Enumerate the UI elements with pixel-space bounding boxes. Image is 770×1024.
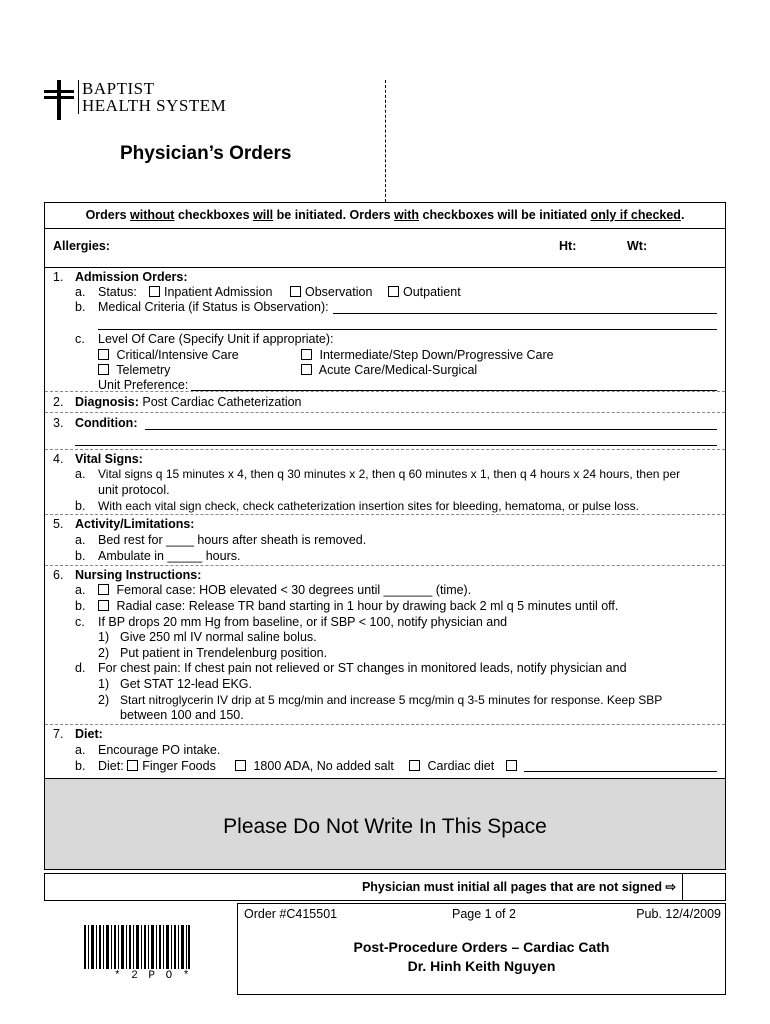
diagnosis-value: Post Cardiac Catheterization [142, 395, 302, 409]
finger-foods-option[interactable]: Diet: Finger Foods [98, 759, 216, 773]
checkbox[interactable] [98, 600, 109, 611]
radial-option[interactable]: Radial case: Release TR band starting in 1 hour by drawing back 2 ml q 5 minutes until off. [98, 599, 618, 613]
order-info-box [237, 903, 726, 995]
allergies-row [45, 229, 725, 267]
cardiac-diet-option[interactable]: Cardiac diet [409, 759, 494, 773]
instructions-banner: Orders without checkboxes will be initiated. Orders with checkboxes will be initiated only if checked. [45, 203, 725, 229]
order-form [44, 202, 726, 870]
observation-option[interactable]: Observation [290, 285, 372, 299]
checkbox[interactable] [149, 286, 160, 297]
condition-heading: Condition: [75, 416, 138, 430]
checkbox[interactable] [98, 364, 109, 375]
section-vital-signs: 4. Vital Signs: a. Vital signs q 15 minutes x 4, then q 30 minutes x 2, then q 60 minutes x 1, then q 4 hours x 24 hours, then per unit protocol. b. With each vital sign check, check catheterization insertion sites for bleeding, hematoma, or pulse loss. [45, 449, 725, 514]
section-activity: 5. Activity/Limitations: a. Bed rest for ____ hours after sheath is removed. b. Ambulate in _____ hours. [45, 514, 725, 565]
checkbox[interactable] [301, 349, 312, 360]
ada-option[interactable]: 1800 ADA, No added salt [235, 759, 394, 773]
logo-line2: HEALTH SYSTEM [82, 96, 227, 115]
criteria-line-2[interactable] [98, 329, 717, 330]
section-diet: 7. Diet: a. Encourage PO intake. b. Diet: Finger Foods 1800 ADA, No added salt Cardiac diet [45, 724, 725, 778]
checkbox[interactable] [290, 286, 301, 297]
checkbox[interactable] [98, 584, 109, 595]
checkbox[interactable] [506, 760, 517, 771]
initials-label: Physician must initial all pages that are not signed ⇨ [45, 874, 683, 900]
section-condition: 3. Condition: [45, 412, 725, 449]
inpatient-option[interactable]: Inpatient Admission [149, 285, 272, 299]
criteria-line[interactable] [333, 313, 717, 314]
checkbox[interactable] [127, 760, 138, 771]
section-diagnosis: 2. Diagnosis: Post Cardiac Catheterization [45, 391, 725, 412]
no-write-area [45, 778, 725, 869]
checkbox[interactable] [388, 286, 399, 297]
hospital-logo [44, 80, 226, 120]
admission-heading: Admission Orders: [75, 270, 188, 284]
outpatient-option[interactable]: Outpatient [388, 285, 461, 299]
other-diet-line[interactable] [524, 771, 717, 772]
fold-divider [385, 80, 386, 202]
acute-care-option[interactable]: Acute Care/Medical-Surgical [301, 363, 477, 377]
barcode [84, 925, 190, 969]
page-title: Physician’s Orders [120, 143, 292, 164]
initials-box [44, 873, 726, 901]
critical-care-option[interactable]: Critical/Intensive Care [98, 348, 239, 362]
condition-line[interactable] [145, 429, 717, 430]
checkbox[interactable] [301, 364, 312, 375]
physician-name: Dr. Hinh Keith Nguyen [407, 958, 556, 974]
diagnosis-heading: Diagnosis: [75, 395, 139, 409]
activity-heading: Activity/Limitations: [75, 517, 195, 531]
cross-icon [44, 80, 74, 120]
section-nursing: 6. Nursing Instructions: a. Femoral case: HOB elevated < 30 degrees until _______ (time). b. Radial case: Release TR band starting in 1 hour by drawing back 2 ml q 5 minutes until off. c. If BP drops 20 mm Hg from baseline, or if SBP < 100, notify physician and 1) Give 250 ml IV normal saline bolus. 2) Put patient in Trendelenburg position. d. For chest pain: If chest pain not relieved or ST changes in monitored leads, notify physician and 1) Get STAT 12-lead EKG. 2) Start nitroglycerin IV drip at 5 mcg/min and increase 5 mcg/min q 3-5 minutes for response. Keep SBP between 100 and 150. [45, 565, 725, 724]
order-number: Order #C415501 [244, 907, 338, 921]
barcode-text: * 2 P O * [114, 970, 192, 982]
page-number: Page 1 of 2 [452, 907, 516, 921]
publication-date: Pub. 12/4/2009 [636, 907, 721, 921]
footer [44, 873, 726, 997]
checkbox[interactable] [235, 760, 246, 771]
intermediate-care-option[interactable]: Intermediate/Step Down/Progressive Care [301, 348, 554, 362]
logo-line1: BAPTIST [82, 79, 155, 98]
nursing-heading: Nursing Instructions: [75, 568, 202, 582]
other-diet-option[interactable] [506, 759, 521, 773]
unit-preference-label: Unit Preference: [98, 378, 189, 392]
logo-text [78, 80, 226, 114]
diet-heading: Diet: [75, 727, 103, 741]
checkbox[interactable] [409, 760, 420, 771]
condition-line-2[interactable] [75, 445, 717, 446]
checkbox[interactable] [98, 349, 109, 360]
no-write-text: Please Do Not Write In This Space [223, 815, 547, 838]
weight-label: Wt: [627, 239, 648, 253]
femoral-option[interactable]: Femoral case: HOB elevated < 30 degrees until _______ (time). [98, 583, 471, 597]
section-admission: 1. Admission Orders: a. Status: Inpatient Admission Observation Outpatient b. Medical Criteria (if Status is Observation): c. Level Of Care (Specify Unit if appropriate): Critical/Intensive Care Intermediate/Step Down/Progressive Care Telemetry Acute Care/Medical-Surgical Unit Preference: [45, 267, 725, 391]
order-set-title: Post-Procedure Orders – Cardiac Cath [353, 939, 610, 955]
allergies-label: Allergies: [53, 239, 110, 253]
arrow-right-icon: ⇨ [665, 880, 676, 894]
vital-signs-heading: Vital Signs: [75, 452, 143, 466]
telemetry-option[interactable]: Telemetry [98, 363, 170, 377]
criteria-label: Medical Criteria (if Status is Observation): [98, 300, 329, 314]
level-of-care-label: Level Of Care (Specify Unit if appropriate): [98, 332, 334, 346]
height-label: Ht: [559, 239, 577, 253]
